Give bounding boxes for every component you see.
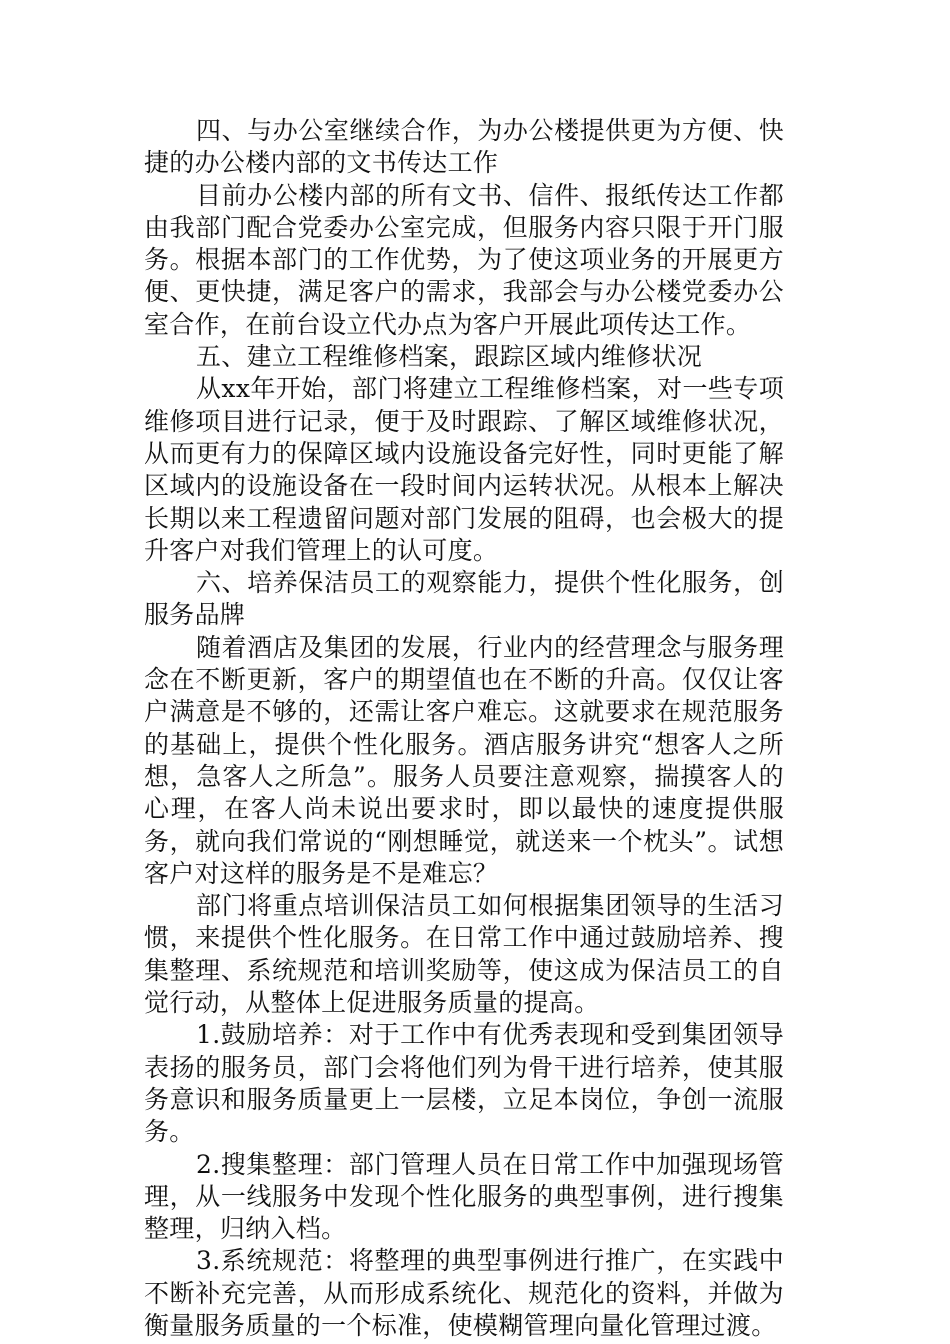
list-item-3: 3.系统规范：将整理的典型事例进行推广，在实践中不断补充完善，从而形成系统化、规范化的资料，并做为衡量服务质量的一个标准，使模糊管理向量化管理过渡。 <box>144 1246 784 1340</box>
list-item-1: 1.鼓励培养：对于工作中有优秀表现和受到集团领导表扬的服务员，部门会将他们列为骨干进行培养，使其服务意识和服务质量更上一层楼，立足本岗位，争创一流服务。 <box>144 1020 784 1147</box>
body-paragraph: 随着酒店及集团的发展，行业内的经营理念与服务理念在不断更新，客户的期望值也在不断的升高。仅仅让客户满意是不够的，还需让客户难忘。这就要求在规范服务的基础上，提供个性化服务。酒店服务讲究“想客人之所想，急客人之所急”。服务人员要注意观察，揣摸客人的心理，在客人尚未说出要求时，即以最快的速度提供服务，就向我们常说的“刚想睡觉，就送来一个枕头”。试想客户对这样的服务是不是难忘？ <box>144 632 784 888</box>
section-heading-4: 四、与办公室继续合作，为办公楼提供更为方便、快捷的办公楼内部的文书传达工作 <box>144 116 784 178</box>
body-paragraph: 部门将重点培训保洁员工如何根据集团领导的生活习惯，来提供个性化服务。在日常工作中通过鼓励培养、搜集整理、系统规范和培训奖励等，使这成为保洁员工的自觉行动，从整体上促进服务质量的提高。 <box>144 891 784 1018</box>
list-item-2: 2.搜集整理：部门管理人员在日常工作中加强现场管理，从一线服务中发现个性化服务的典型事例，进行搜集整理，归纳入档。 <box>144 1149 784 1244</box>
body-paragraph: 从xx年开始，部门将建立工程维修档案，对一些专项维修项目进行记录，便于及时跟踪、了解区域维修状况，从而更有力的保障区域内设施设备完好性，同时更能了解区域内的设施设备在一段时间内运转状况。从根本上解决长期以来工程遗留问题对部门发展的阻碍，也会极大的提升客户对我们管理上的认可度。 <box>144 374 784 565</box>
body-paragraph: 目前办公楼内部的所有文书、信件、报纸传达工作都由我部门配合党委办公室完成，但服务内容只限于开门服务。根据本部门的工作优势，为了使这项业务的开展更方便、更快捷，满足客户的需求，我部会与办公楼党委办公室合作，在前台设立代办点为客户开展此项传达工作。 <box>144 180 784 339</box>
section-heading-6: 六、培养保洁员工的观察能力，提供个性化服务，创服务品牌 <box>144 568 784 630</box>
section-heading-5: 五、建立工程维修档案，跟踪区域内维修状况 <box>196 342 703 372</box>
document-page <box>144 115 784 1342</box>
